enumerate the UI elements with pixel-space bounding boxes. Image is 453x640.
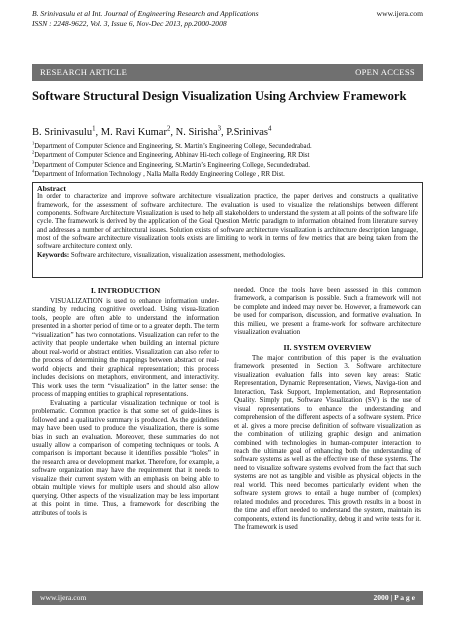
affiliation — [32, 170, 423, 179]
open-access-label: OPEN ACCESS — [355, 67, 415, 77]
affiliation-sup: 3 — [32, 159, 35, 165]
introduction-paragraph-2: Evaluating a particular visualization technique or tool is problematic. Common practice is that some set of guide-lines is followed and a qualitative summary is produced. As the guidelines may have been used to produce the visualization, there is some bias in such an evaluation. Moreover, these summaries do not usually allow a comparison of competing techniques or tools. A comparison is important because it identifies possible “holes” in the research area or development market. Therefore, for example, a software organization may have the requirement that it needs to visualize their current system with an emphasis on being able to obtain multiple views for multiple users and should also allow querying. Other aspects of the visualization may be less important at this point in time. Thus, a framework for describing the attributes of tools is — [32, 398, 219, 517]
journal-line-1: B. Srinivasulu et al Int. Journal of Engineering Research and Applications — [32, 9, 259, 18]
right-column — [234, 286, 421, 584]
affiliation-text: Department of Computer Science and Engineering, St.Martin’s Engineering College, Secundedrabad. — [34, 161, 310, 169]
page-number: 2000 | P a g e — [373, 593, 415, 602]
author-sup: 3 — [217, 125, 222, 133]
journal-line-2: ISSN : 2248-9622, Vol. 3, Issue 6, Nov-Dec 2013, pp.2000-2008 — [32, 18, 227, 28]
author-name: B. Srinivasulu — [32, 127, 93, 138]
author-name: N. Sirisha — [175, 127, 218, 138]
keywords-line — [37, 252, 418, 260]
affiliation — [32, 161, 423, 170]
affiliation-text: Department of Computer Science and Engineering, Abhinav Hi-tech college of Engineering, RR Dist — [34, 152, 310, 160]
affiliation-text: Department of Computer Science and Engineering, St. Martin’s Engineering College, Secundedrabad. — [34, 143, 312, 150]
affiliation-sup: 2 — [32, 150, 35, 156]
keywords-text: Software architecture, visualization, visualization assessment, methodologies. — [70, 251, 286, 259]
affiliation-list — [32, 142, 423, 179]
affiliation — [32, 151, 423, 160]
author-sup: 4 — [267, 125, 272, 133]
affiliation-sup: 1 — [32, 140, 35, 146]
author-list: B. Srinivasulu$^1$, M. Ravi Kumar$^2$, N. Sirisha$^3$, P.Srinivas$^4$ — [32, 125, 272, 138]
affiliation — [32, 142, 423, 151]
running-header — [32, 9, 423, 28]
introduction-paragraph-1: VISUALIZATION is used to enhance information under-standing by reducing cognitive overload. Using visua-lization tools, people are often able to understand the information presented in a shorter period of time or to a greater depth. The term “visualization” has two connotations. Visualization can refer to the activity that people undertake when building an internal picture about real-world or abstract entities. Visualization can also refer to the process of determining the mappings between abstract or real-world objects and their graphical representation; this process includes decisions on metaphors, environment, and interactivity. This work uses the term “visualization” in the latter sense: the process of mapping entities to graphical representations. — [32, 297, 219, 399]
keywords-label: Keywords: — [37, 251, 70, 259]
system-overview-heading: II. SYSTEM OVERVIEW — [283, 342, 372, 352]
introduction-heading: I. INTRODUCTION — [90, 286, 161, 295]
journal-url[interactable]: www.ijera.com — [376, 9, 423, 18]
continued-paragraph: needed. Once the tools have been assessed in this common framework, a comparison is possible. Such a framework will not be complete and indeed may never be. However, a framework can be used for comparison, discussion, and formative evaluation. In this milieu, we present a frame-work for software architecture visualization evaluation — [234, 286, 421, 337]
author-sup: 2 — [166, 125, 171, 133]
system-overview-paragraph: The major contribution of this paper is the evaluation framework presented in Section 3. Software architecture visualization evaluation falls into seven key areas: Static Representation, Dynamic Representation, Views, Naviga-tion and Interaction, Task Support, Implementation, and Representation Quality. Simply put, Software Visualization (SV) is the use of visual representations to enhance the understanding and comprehension of the different aspects of a software system. Price et al. gives a more precise definition of software visualization as the combination of utilizing graphic design and animation combined with technologies in human-computer interaction to reach the ultimate goal of enhancing both the understanding of software systems as well as the effective use of these systems. The need to visualize software systems evolved from the fact that such systems are not as tangible and visible as physical objects in the real world. This need becomes particularly evident when the software system grows to entail a huge number of (complex) related modules and procedures. This growth results in a boost in the time and effort needed to understand the system, maintain its components, extend its functionality, debug it and write tests for it. The framework is used — [234, 353, 421, 532]
author-name: P.Srinivas — [226, 127, 268, 138]
author-sup: 1 — [92, 125, 96, 133]
page-footer — [32, 591, 423, 605]
abstract-heading: Abstract — [37, 184, 67, 193]
abstract-text: In order to characterize and improve software architecture visualization practice, the paper derives and constructs a qualitative framework, for the assessment of software architecture. The evaluation is used to visualize the relationships between different components. Software Architecture Visualization is used to help all stakeholders to understand the system at all points of the software life cycle. The framework is derived by the application of the Goal Question Metric paradigm to information obtained from literature survey and addresses a number of architectural issues. Solution exists of software architecture visualization is architecture description language, most of the software architecture visualization tools exists are limiting to work in terms of few metrics that are being taken from the software architecture context only. — [37, 193, 418, 251]
research-article-label: RESEARCH ARTICLE — [40, 67, 128, 77]
left-column — [32, 286, 219, 584]
affiliation-sup: 4 — [32, 168, 35, 174]
abstract-box — [32, 182, 423, 278]
author-name: M. Ravi Kumar — [100, 127, 167, 138]
paper-title: Software Structural Design Visualization Using Archview Framework — [32, 89, 407, 103]
affiliation-text: Department of Information Technology , Nalla Malla Reddy Engineering College , RR Dist. — [34, 170, 285, 178]
article-type-banner — [32, 64, 423, 81]
footer-url[interactable]: www.ijera.com — [40, 593, 87, 602]
